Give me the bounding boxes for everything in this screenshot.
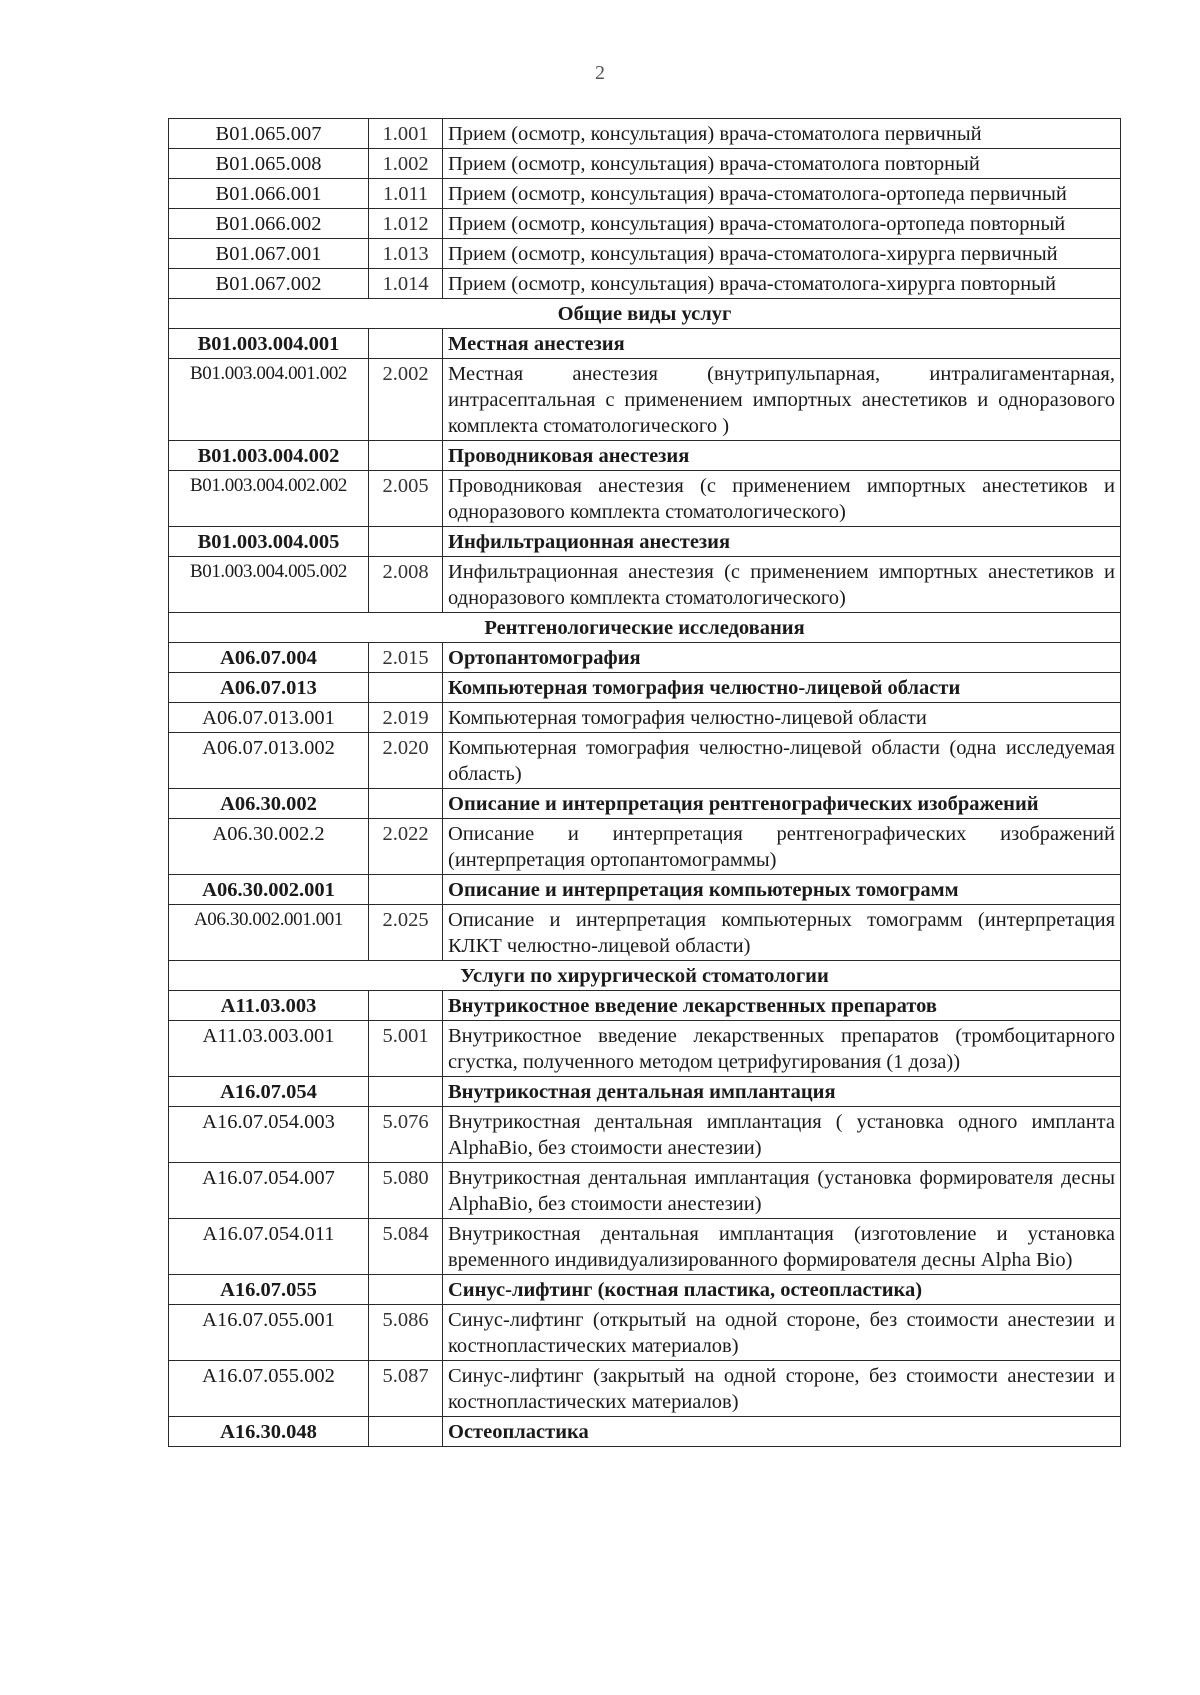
price-list-number: 5.001 [369,1021,443,1077]
service-name: Описание и интерпретация компьютерных томограмм (интерпретация КЛКТ челюстно-лицевой области) [443,905,1121,961]
service-row [169,733,1121,789]
service-code: A11.03.003 [169,991,369,1021]
service-name: Внутрикостная дентальная имплантация ( установка одного импланта AlphaBio, без стоимости анестезии) [443,1107,1121,1163]
service-row [169,1163,1121,1219]
service-name: Прием (осмотр, консультация) врача-стоматолога-хирурга первичный [443,239,1121,269]
service-code: B01.003.004.002.002 [169,471,369,527]
price-list-number: 1.001 [369,119,443,149]
service-name: Синус-лифтинг (закрытый на одной стороне, без стоимости анестезии и костнопластических материалов) [443,1361,1121,1417]
service-name: Прием (осмотр, консультация) врача-стоматолога повторный [443,149,1121,179]
service-row [169,209,1121,239]
service-group-row [169,643,1121,673]
price-list-number: 2.019 [369,703,443,733]
service-group-row [169,991,1121,1021]
service-group-row [169,1077,1121,1107]
service-name: Инфильтрационная анестезия [443,527,1121,557]
price-list-number [369,673,443,703]
service-code: B01.065.008 [169,149,369,179]
service-name: Проводниковая анестезия [443,441,1121,471]
service-row [169,557,1121,613]
service-code: A16.30.048 [169,1417,369,1447]
service-name: Синус-лифтинг (открытый на одной стороне, без стоимости анестезии и костнопластических материалов) [443,1305,1121,1361]
price-list-number: 2.005 [369,471,443,527]
service-row [169,149,1121,179]
service-code: A06.07.004 [169,643,369,673]
price-list-number [369,991,443,1021]
price-list-number: 5.087 [369,1361,443,1417]
price-list-number: 1.002 [369,149,443,179]
service-code: A16.07.054.003 [169,1107,369,1163]
service-name: Внутрикостная дентальная имплантация (установка формирователя десны AlphaBio, без стоимости анестезии) [443,1163,1121,1219]
service-name: Описание и интерпретация компьютерных томограмм [443,875,1121,905]
service-code: B01.065.007 [169,119,369,149]
price-list-number: 2.015 [369,643,443,673]
service-code: B01.003.004.005 [169,527,369,557]
service-name: Прием (осмотр, консультация) врача-стоматолога-хирурга повторный [443,269,1121,299]
price-list-number: 5.084 [369,1219,443,1275]
service-code: A11.03.003.001 [169,1021,369,1077]
services-price-table [168,118,1121,1447]
service-code: A06.07.013.002 [169,733,369,789]
service-group-row [169,1417,1121,1447]
service-code: A16.07.055 [169,1275,369,1305]
price-list-number [369,329,443,359]
service-row [169,471,1121,527]
service-row [169,1305,1121,1361]
service-code: B01.003.004.001.002 [169,359,369,441]
section-header-row [169,961,1121,991]
service-code: B01.003.004.002 [169,441,369,471]
section-title: Общие виды услуг [169,299,1121,329]
service-name: Внутрикостное введение лекарственных препаратов [443,991,1121,1021]
service-name: Остеопластика [443,1417,1121,1447]
service-name: Компьютерная томография челюстно-лицевой области (одна исследуемая область) [443,733,1121,789]
price-list-number [369,1417,443,1447]
service-code: A16.07.054.011 [169,1219,369,1275]
price-list-number: 1.013 [369,239,443,269]
service-name: Внутрикостная дентальная имплантация [443,1077,1121,1107]
price-list-number: 2.022 [369,819,443,875]
section-header-row [169,299,1121,329]
price-table-body [169,119,1121,1447]
price-list-number [369,441,443,471]
service-code: A06.07.013 [169,673,369,703]
service-code: A06.30.002.2 [169,819,369,875]
service-code: A06.30.002.001.001 [169,905,369,961]
service-name: Синус-лифтинг (костная пластика, остеопластика) [443,1275,1121,1305]
service-row [169,819,1121,875]
price-list-number: 1.014 [369,269,443,299]
service-name: Компьютерная томография челюстно-лицевой области [443,703,1121,733]
price-list-number: 2.020 [369,733,443,789]
service-code: B01.066.001 [169,179,369,209]
service-name: Внутрикостная дентальная имплантация (изготовление и установка временного индивидуализированного формирователя десны Alpha Bio) [443,1219,1121,1275]
service-code: A06.30.002 [169,789,369,819]
service-code: B01.067.002 [169,269,369,299]
section-header-row [169,613,1121,643]
service-code: B01.067.001 [169,239,369,269]
price-list-number: 1.011 [369,179,443,209]
price-list-number [369,875,443,905]
price-list-number [369,789,443,819]
service-row [169,239,1121,269]
service-name: Внутрикостное введение лекарственных препаратов (тромбоцитарного сгустка, полученного методом цетрифугирования (1 доза)) [443,1021,1121,1077]
service-code: A06.07.013.001 [169,703,369,733]
service-name: Местная анестезия [443,329,1121,359]
service-group-row [169,527,1121,557]
service-row [169,1361,1121,1417]
service-group-row [169,329,1121,359]
price-list-number: 5.086 [369,1305,443,1361]
service-name: Компьютерная томография челюстно-лицевой области [443,673,1121,703]
service-name: Описание и интерпретация рентгенографических изображений (интерпретация ортопантомограммы) [443,819,1121,875]
service-code: B01.003.004.005.002 [169,557,369,613]
service-group-row [169,875,1121,905]
service-row [169,1219,1121,1275]
service-group-row [169,789,1121,819]
service-row [169,1107,1121,1163]
service-name: Описание и интерпретация рентгенографических изображений [443,789,1121,819]
service-code: A16.07.054 [169,1077,369,1107]
service-group-row [169,673,1121,703]
price-list-number: 5.076 [369,1107,443,1163]
price-list-number: 2.002 [369,359,443,441]
service-name: Прием (осмотр, консультация) врача-стоматолога первичный [443,119,1121,149]
price-list-number [369,1275,443,1305]
service-row [169,269,1121,299]
service-name: Прием (осмотр, консультация) врача-стоматолога-ортопеда первичный [443,179,1121,209]
service-code: A06.30.002.001 [169,875,369,905]
service-name: Проводниковая анестезия (с применением импортных анестетиков и одноразового комплекта стоматологического) [443,471,1121,527]
section-title: Услуги по хирургической стоматологии [169,961,1121,991]
price-list-number [369,527,443,557]
service-code: B01.003.004.001 [169,329,369,359]
price-list-number: 1.012 [369,209,443,239]
service-code: A16.07.054.007 [169,1163,369,1219]
section-title: Рентгенологические исследования [169,613,1121,643]
price-list-number: 2.008 [369,557,443,613]
service-row [169,1021,1121,1077]
service-code: A16.07.055.001 [169,1305,369,1361]
service-code: B01.066.002 [169,209,369,239]
price-list-number: 5.080 [369,1163,443,1219]
service-name: Ортопантомография [443,643,1121,673]
service-name: Местная анестезия (внутрипульпарная, интралигаментарная, интрасептальная с применением импортных анестетиков и одноразового комплекта стоматологического ) [443,359,1121,441]
service-group-row [169,441,1121,471]
service-code: A16.07.055.002 [169,1361,369,1417]
service-name: Инфильтрационная анестезия (с применением импортных анестетиков и одноразового комплекта стоматологического) [443,557,1121,613]
price-list-number [369,1077,443,1107]
service-row [169,905,1121,961]
price-list-number: 2.025 [369,905,443,961]
service-row [169,359,1121,441]
service-row [169,179,1121,209]
service-row [169,119,1121,149]
service-name: Прием (осмотр, консультация) врача-стоматолога-ортопеда повторный [443,209,1121,239]
page-number: 2 [595,62,605,84]
service-row [169,703,1121,733]
service-group-row [169,1275,1121,1305]
